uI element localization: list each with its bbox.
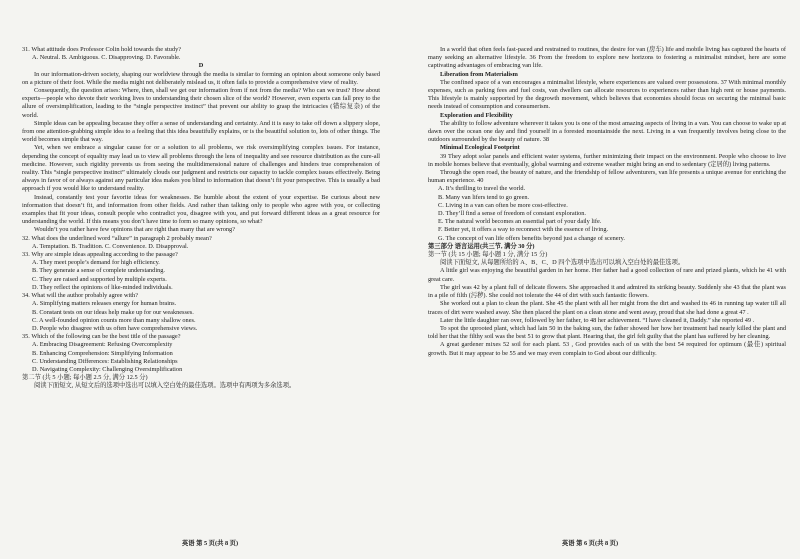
right-paragraph: C. Living in a van can often be more cost-effective. (438, 201, 568, 209)
page-footer-left: 英语 第 5 页(共 8 页) (181, 540, 239, 547)
left-paragraph: C. Understanding Differences: Establishing Relationships (32, 357, 178, 365)
left-paragraph: Consequently, the question arises: Where, then, shall we get our information from if not from the media? Who can we trust? How about experts—people who devote their working lives to understanding their chosen slice of the world? However, even experts can fall prey to the allure of oversimplification, leading to the “single perspective instinct” that prevent our ability to grasp the intricacies (错综复杂) of the world. (22, 87, 380, 119)
right-paragraph: The girl was 42 by a plant full of delicate flowers. She approached it and admired its striking beauty. Suddenly she 43 that the plant was in a pile of filth (污秽). She could not tolerate the 44 of dirt with such fantastic flowers. (428, 283, 786, 300)
left-paragraph: In our information-driven society, shaping our worldview through the media is similar to forming an opinion about someone only based on a picture of their foot. While the media might not deliberately mislead us, it often fails to provide a comprehensive view of reality. (22, 70, 380, 86)
right-paragraph: 阅读下面短文, 从每题所给的 A、B、C、D 四个选项中选出可以填入空白处的最佳选项。 (440, 259, 685, 267)
page-footer-right: 英语 第 6 页(共 8 页) (561, 540, 619, 547)
right-paragraph: Exploration and Flexibility (440, 111, 513, 119)
right-paragraph: In a world that often feels fast-paced and restrained to routines, the desire for van (房车) life and mobile living has captured the hearts of many seeking an alternative lifestyle. 36 From the freedom to explore new horizons to fostering a minimalist mindset, here are some captivating advantages of embracing van life. (428, 46, 786, 70)
left-paragraph: Instead, constantly test your favorite ideas for weaknesses. Be humble about the extent of your expertise. Be curious about new information that doesn’t fit, and information from other fields. And rather than talking only to people who agree with you, or collecting examples that fit your ideas, consult people who contradict you, disagree with you, and put forward different ideas as a great resource for understanding the world. If this means you don’t have time to form so many opinions, so what? (22, 193, 380, 226)
right-paragraph: The ability to follow adventure wherever it takes you is one of the most amazing aspects of living in a van. You can choose to wake up at dawn over the ocean one day and find yourself in a forested mountainside the next. Living in a van frequently involves being close to the outdoors surrounded by the beauty of nature. 38 (428, 119, 786, 144)
right-paragraph: The confined space of a van encourages a minimalist lifestyle, where experiences are valued over possessions. 37 With minimal monthly expenses, such as parking fees and fuel costs, van dwellers can allocate resources to experiences rather than high rent or house payments. This lifestyle is mainly supported by the degrowth movement, which believes that economies should focus on securing the minimal basic needs instead of consumption and consumerism. (428, 78, 786, 111)
right-paragraph: 第一节 (共 15 小题; 每小题 1 分, 满分 15 分) (428, 251, 548, 259)
left-paragraph: A. Neutral. B. Ambiguous. C. Disapproving. D. Favorable. (32, 54, 181, 62)
right-paragraph: 39 They adopt solar panels and efficient water systems, further minimizing their impact on the environment. People who choose to live in mobile homes believe that eventually, global warming and extreme weather might bring an end to sedentary (定居的) living patterns. (428, 152, 786, 168)
right-paragraph: F. Better yet, it offers a way to reconnect with the essence of living. (438, 226, 609, 234)
right-column (428, 46, 786, 358)
right-paragraph: Liberation from Materialism (440, 70, 518, 78)
left-paragraph: 31. What attitude does Professor Colin hold towards the study? (22, 46, 182, 53)
left-paragraph: B. Enhancing Comprehension: Simplifying Information (32, 349, 173, 357)
right-paragraph: A little girl was enjoying the beautiful garden in her home. Her father had a good collection of rare and prized plants, which he 41 with great care. (428, 267, 786, 283)
left-paragraph: C. A well-founded opinion counts more than many shallow ones. (32, 316, 196, 324)
right-paragraph: B. Many van lifers tend to go green. (438, 193, 530, 201)
left-paragraph: 34. What will the author probably agree with? (22, 292, 138, 300)
left-paragraph: A. Simplifying matters releases energy for human brains. (32, 300, 177, 308)
left-paragraph: C. They are raised and supported by multiple experts. (32, 275, 167, 283)
right-paragraph: Minimal Ecological Footprint (440, 144, 520, 152)
right-paragraph: To spot the uprooted plant, which had lain 50 in the baking sun, the father showed her how her treatment had nearly killed the plant and told her that the filthy soil was the best 51 to grow that plant. Hearing that, the girl felt guilty that the plant has suffered by her cleaning. (428, 324, 786, 341)
right-paragraph: E. The natural world becomes an essential part of your daily life. (438, 218, 602, 226)
right-paragraph: Later the little daughter ran over, followed by her father, to 48 her achievement. “I have cleaned it, Daddy.” she reported 49 . (440, 316, 755, 324)
left-column (22, 46, 380, 391)
right-paragraph: 第三部分 语言运用(共三节, 满分 30 分) (428, 242, 535, 250)
left-paragraph: A. Temptation. B. Tradition. C. Convenience. D. Disapproval. (32, 242, 189, 250)
left-paragraph: Wouldn’t you rather have few opinions that are right than many that are wrong? (34, 226, 235, 234)
left-paragraph: B. Constant tests on our ideas help make up for our weaknesses. (32, 308, 194, 316)
left-paragraph: 阅读下面短文, 从短文后的选项中选出可以填入空白处的最佳选项。选项中有两项为多余选项。 (34, 382, 296, 390)
right-paragraph: G. The concept of van life offers benefits beyond just a change of scenery. (438, 234, 625, 242)
right-paragraph: D. They’ll find a sense of freedom of constant exploration. (438, 210, 586, 218)
left-paragraph: A. Embracing Disagreement: Refusing Overcomplexity (32, 341, 173, 349)
left-paragraph: B. They generate a sense of complete understanding. (32, 267, 165, 275)
right-paragraph: She worked out a plan to clean the plant. She 45 the plant with all her might from the dirt and washed its 46 in running tap water till all traces of dirt were washed away. She then placed the plant on a clean stone and went away, proud that she had done a great 47 . (428, 300, 786, 316)
right-paragraph: A great gardener mixes 52 soil for each plant. 53 , God provides each of us with the best 54 required for optimum (最佳) spiritual growth. But it may appear to be 55 and we may even complain to God about our difficulty. (428, 341, 786, 357)
left-paragraph: D. Navigating Complexity: Challenging Oversimplification (32, 365, 183, 373)
left-paragraph: 35. Which of the following can be the best title of the passage? (22, 333, 181, 341)
left-paragraph: D. They reflect the opinions of like-minded individuals. (32, 283, 173, 291)
left-paragraph: 第二节 (共 5 小题; 每小题 2.5 分, 满分 12.5 分) (22, 374, 148, 382)
left-paragraph: A. They meet people’s demand for high efficiency. (32, 259, 160, 267)
right-paragraph: A. It’s thrilling to travel the world. (438, 185, 526, 193)
left-paragraph: Yet, when we embrace a singular cause for or a solution to all problems, we risk oversimplifying complex issues. For instance, depending the concept of equality may lead us to view all problems through the lens of inequality and see resource distribution as the cure-all medicine. However, such rigidity prevents us from seeing the multidimensional nature of challenges and hinders true comprehension of reality. This “single perspective instinct” ultimately clouds our judgment and restricts our capacity to tackle complex issues effectively. Being always in favor of or always against any particular idea makes you blind to information that doesn’t fit your perspective. This is usually a bad approach if you would like to understand reality. (22, 144, 380, 193)
right-paragraph: Through the open road, the beauty of nature, and the friendship of fellow adventurers, van life presents a unique avenue for enriching the human experience. 40 (428, 169, 786, 185)
left-paragraph: 32. What does the underlined word “allure” in paragraph 2 probably mean? (22, 234, 212, 242)
left-paragraph: Simple ideas can be appealing because they offer a sense of understanding and certainty. And it is easy to take off down a slippery slope, from one attention-grabbing simple idea to a feeling that this idea beautifully explains, or is the beautiful solution to, lots of other things. The world becomes simple that way. (22, 119, 380, 144)
left-paragraph: D (198, 62, 204, 70)
left-paragraph: 33. Why are simple ideas appealing according to the passage? (22, 251, 178, 259)
left-paragraph: D. People who disagree with us often have comprehensive views. (32, 324, 198, 332)
